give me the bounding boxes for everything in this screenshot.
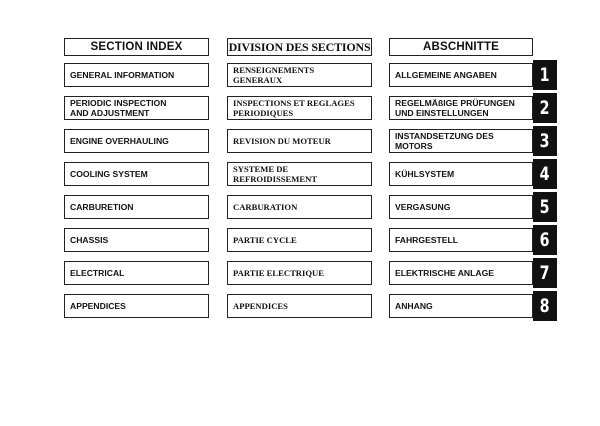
section-7-german-text <box>395 268 494 278</box>
section-1-english-text <box>70 70 174 80</box>
section-7-french-box[interactable] <box>227 261 372 285</box>
section-1-french-box[interactable] <box>227 63 372 87</box>
section-8-german-text <box>395 301 433 311</box>
section-3-french-box[interactable] <box>227 129 372 153</box>
section-title-line: REGELMÄßIGE PRÜFUNGEN <box>395 98 515 108</box>
section-6-german-box[interactable] <box>389 228 533 252</box>
section-7-german-box[interactable] <box>389 261 533 285</box>
section-3-french-text <box>233 136 331 146</box>
section-5-english-box[interactable] <box>64 195 209 219</box>
section-3-number-tab[interactable] <box>533 126 557 156</box>
section-4-french-box[interactable] <box>227 162 372 186</box>
section-2-number-tab[interactable] <box>533 93 557 123</box>
section-1-german-box[interactable] <box>389 63 533 87</box>
section-title-line: AND ADJUSTMENT <box>70 108 150 118</box>
header-division-des-sections <box>227 38 372 56</box>
section-7-number-tab[interactable] <box>533 258 557 288</box>
section-1-number-tab[interactable] <box>533 60 557 90</box>
section-4-english-box[interactable] <box>64 162 209 186</box>
section-number: 8 <box>540 295 550 317</box>
section-5-french-box[interactable] <box>227 195 372 219</box>
section-title-line: PERIODIC INSPECTION <box>70 98 167 108</box>
section-6-number-tab[interactable] <box>533 225 557 255</box>
section-title-line: INSTANDSETZUNG DES <box>395 131 494 141</box>
section-8-french-box[interactable] <box>227 294 372 318</box>
section-title-line: RENSEIGNEMENTS <box>233 65 315 75</box>
section-number: 6 <box>540 229 550 251</box>
section-title-line: GENERAUX <box>233 75 283 85</box>
section-2-german-box[interactable] <box>389 96 533 120</box>
section-8-french-text <box>233 301 288 311</box>
section-title-line: SYSTEME DE <box>233 164 289 174</box>
section-title-line: INSPECTIONS ET REGLAGES <box>233 98 355 108</box>
section-title-line: PARTIE ELECTRIQUE <box>233 268 324 278</box>
section-number: 5 <box>540 196 550 218</box>
section-3-english-text <box>70 136 169 146</box>
section-3-german-text <box>395 131 494 151</box>
section-6-german-text <box>395 235 458 245</box>
section-title-line: REVISION DU MOTEUR <box>233 136 331 146</box>
header-section-index <box>64 38 209 56</box>
section-4-french-text <box>233 164 317 184</box>
header-division-des-sections-label: DIVISION DES SECTIONS <box>228 39 371 54</box>
section-5-german-box[interactable] <box>389 195 533 219</box>
section-title-line: CHASSIS <box>70 235 109 245</box>
section-3-german-box[interactable] <box>389 129 533 153</box>
section-4-german-box[interactable] <box>389 162 533 186</box>
section-title-line: COOLING SYSTEM <box>70 169 148 179</box>
section-title-line: PERIODIQUES <box>233 108 294 118</box>
section-1-french-text <box>233 65 314 85</box>
section-title-line: CARBURETION <box>70 202 134 212</box>
section-title-line: ENGINE OVERHAULING <box>70 136 169 146</box>
section-title-line: CARBURATION <box>233 202 298 212</box>
section-4-english-text <box>70 169 148 179</box>
section-title-line: ALLGEMEINE ANGABEN <box>395 70 497 80</box>
section-title-line: VERGASUNG <box>395 202 451 212</box>
section-number: 3 <box>540 130 550 152</box>
section-8-german-box[interactable] <box>389 294 533 318</box>
section-title-line: GENERAL INFORMATION <box>70 70 175 80</box>
section-number: 4 <box>540 163 550 185</box>
header-abschnitte <box>389 38 533 56</box>
section-title-line: PARTIE CYCLE <box>233 235 297 245</box>
section-7-english-text <box>70 268 124 278</box>
section-number: 1 <box>540 64 550 86</box>
section-2-english-text <box>70 98 166 118</box>
section-6-french-box[interactable] <box>227 228 372 252</box>
section-8-english-text <box>70 301 126 311</box>
section-title-line: APPENDICES <box>70 301 126 311</box>
section-2-english-box[interactable] <box>64 96 209 120</box>
section-4-number-tab[interactable] <box>533 159 557 189</box>
section-7-english-box[interactable] <box>64 261 209 285</box>
section-title-line: REFROIDISSEMENT <box>233 174 318 184</box>
section-title-line: ELECTRICAL <box>70 268 125 278</box>
section-number: 2 <box>540 97 550 119</box>
section-7-french-text <box>233 268 324 278</box>
section-5-french-text <box>233 202 297 212</box>
section-6-english-box[interactable] <box>64 228 209 252</box>
section-6-english-text <box>70 235 108 245</box>
section-5-german-text <box>395 202 450 212</box>
section-3-english-box[interactable] <box>64 129 209 153</box>
section-8-english-box[interactable] <box>64 294 209 318</box>
section-title-line: ANHANG <box>395 301 433 311</box>
section-6-french-text <box>233 235 297 245</box>
section-title-line: APPENDICES <box>233 301 288 311</box>
section-title-line: KÜHLSYSTEM <box>395 169 455 179</box>
section-8-number-tab[interactable] <box>533 291 557 321</box>
section-2-french-text <box>233 98 355 118</box>
header-abschnitte-label: ABSCHNITTE <box>422 41 500 53</box>
section-number: 7 <box>540 262 550 284</box>
section-1-english-box[interactable] <box>64 63 209 87</box>
section-title-line: UND EINSTELLUNGEN <box>395 108 489 118</box>
header-section-index-label: SECTION INDEX <box>90 41 183 53</box>
section-2-french-box[interactable] <box>227 96 372 120</box>
section-1-german-text <box>395 70 497 80</box>
section-title-line: FAHRGESTELL <box>395 235 459 245</box>
section-2-german-text <box>395 98 515 118</box>
section-4-german-text <box>395 169 454 179</box>
section-title-line: ELEKTRISCHE ANLAGE <box>395 268 494 278</box>
section-title-line: MOTORS <box>395 141 433 151</box>
section-5-english-text <box>70 202 134 212</box>
section-5-number-tab[interactable] <box>533 192 557 222</box>
